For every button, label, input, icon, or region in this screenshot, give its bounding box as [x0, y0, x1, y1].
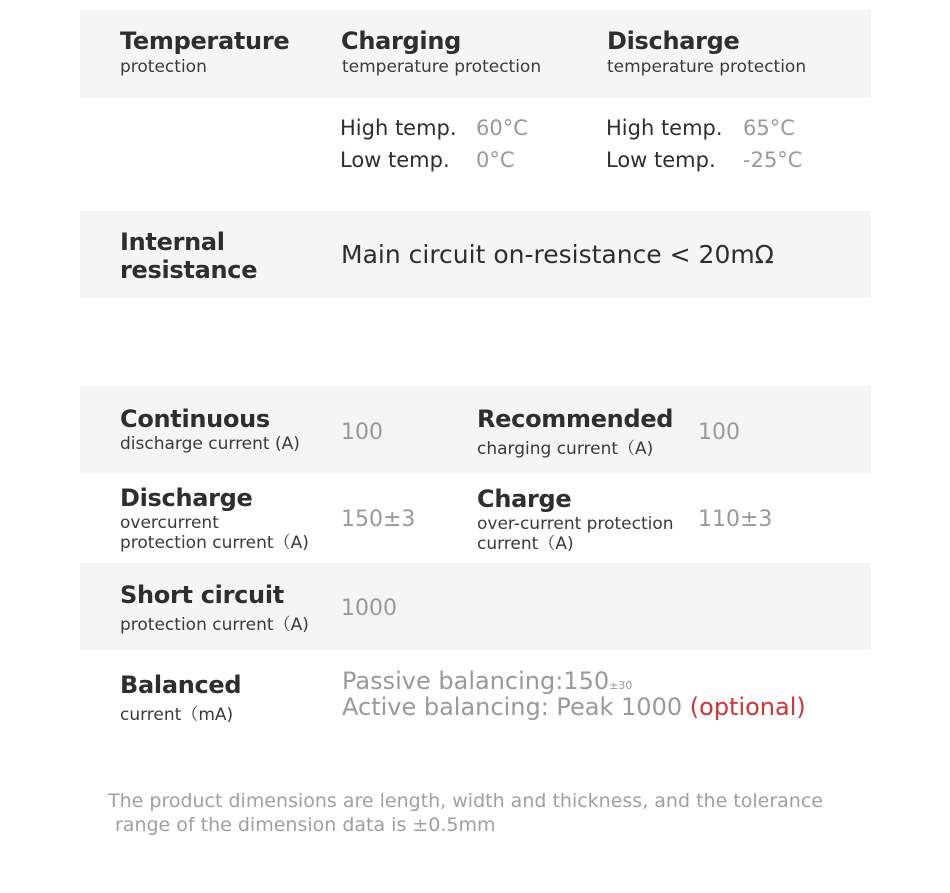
- discharge-overcurrent-subtitle-line1: overcurrent: [120, 513, 219, 533]
- temperature-title: Temperature: [120, 27, 290, 55]
- recommended-title: Recommended: [477, 405, 674, 433]
- balanced-title: Balanced: [120, 671, 242, 699]
- charging-low-value: 0°C: [476, 148, 515, 172]
- active-balancing-label: Active balancing: Peak 1000: [342, 693, 683, 721]
- optional-note: (optional): [689, 693, 806, 721]
- continuous-value: 100: [341, 420, 383, 445]
- discharge-temp-subtitle: temperature protection: [607, 57, 807, 77]
- footnote-line2: range of the dimension data is ±0.5mm: [115, 814, 496, 836]
- discharge-high-value: 65°C: [743, 116, 795, 140]
- recommended-subtitle: charging current（A): [477, 439, 654, 459]
- short-circuit-value: 1000: [341, 596, 397, 621]
- recommended-value: 100: [698, 420, 740, 445]
- passive-balancing: [342, 667, 632, 695]
- discharge-temp-title: Discharge: [607, 27, 740, 55]
- discharge-overcurrent-title: Discharge: [120, 484, 253, 512]
- charging-title: Charging: [341, 27, 462, 55]
- resistance-title-line2: resistance: [120, 256, 258, 284]
- balanced-subtitle: current（mA): [120, 705, 234, 725]
- charging-high-label: High temp.: [340, 116, 457, 140]
- short-circuit-title: Short circuit: [120, 581, 284, 609]
- passive-balancing-label: Passive balancing:: [342, 667, 564, 695]
- charge-overcurrent-title: Charge: [477, 485, 572, 513]
- resistance-value: Main circuit on-resistance < 20mΩ: [341, 240, 774, 269]
- charge-overcurrent-value: 110±3: [698, 507, 773, 532]
- resistance-title-line1: Internal: [120, 228, 225, 256]
- charge-overcurrent-subtitle-line1: over-current protection: [477, 514, 674, 534]
- continuous-title: Continuous: [120, 405, 270, 433]
- passive-balancing-tolerance: ±30: [609, 679, 633, 692]
- charging-high-value: 60°C: [476, 116, 528, 140]
- charge-overcurrent-subtitle-line2: current（A): [477, 534, 574, 554]
- short-circuit-subtitle: protection current（A): [120, 615, 309, 635]
- active-balancing: [342, 693, 806, 721]
- discharge-high-label: High temp.: [606, 116, 723, 140]
- footnote-line1: The product dimensions are length, width and thickness, and the tolerance: [108, 790, 823, 812]
- discharge-overcurrent-subtitle-line2: protection current（A): [120, 533, 309, 553]
- discharge-low-label: Low temp.: [606, 148, 716, 172]
- charging-subtitle: temperature protection: [342, 57, 542, 77]
- discharge-low-value: -25°C: [743, 148, 803, 172]
- passive-balancing-value: 150: [563, 667, 610, 695]
- continuous-subtitle: discharge current (A): [120, 434, 300, 454]
- temperature-subtitle: protection: [120, 57, 207, 77]
- discharge-overcurrent-value: 150±3: [341, 507, 416, 532]
- charging-low-label: Low temp.: [340, 148, 450, 172]
